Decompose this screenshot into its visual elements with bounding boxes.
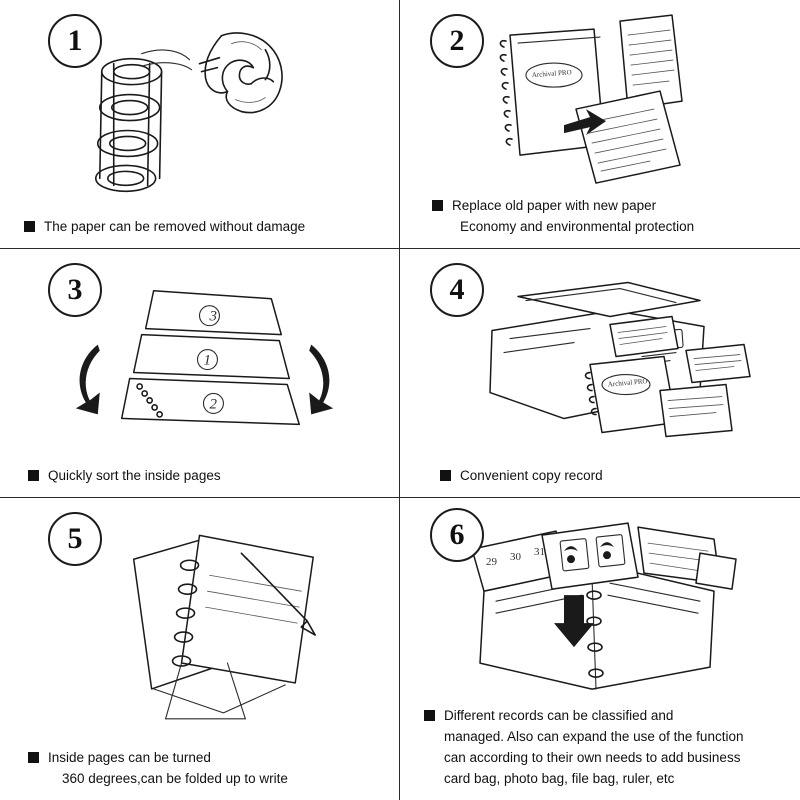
caption-line: 360 degrees,can be folded up to write: [62, 771, 288, 787]
page-mark-3: 3: [209, 308, 217, 325]
caption-5: [14, 748, 385, 794]
square-bullet-icon: [28, 470, 39, 481]
step-number-badge-2: 2: [430, 14, 484, 68]
step-card-4: [400, 249, 800, 498]
page-mark-2: 2: [209, 396, 217, 413]
square-bullet-icon: [424, 710, 435, 721]
page-mark-29: 29: [486, 556, 497, 569]
step-card-2: [400, 0, 800, 249]
caption-line: Economy and environmental protection: [460, 219, 695, 235]
page-mark-31: 31: [534, 546, 545, 559]
caption-line: Convenient copy record: [460, 468, 603, 484]
square-bullet-icon: [440, 470, 451, 481]
step-number-badge-4: 4: [430, 263, 484, 317]
caption-line: The paper can be removed without damage: [44, 219, 306, 235]
caption-4: [414, 466, 786, 491]
caption-line: Different records can be classified and: [444, 708, 674, 724]
step-card-6: [400, 498, 800, 800]
step-card-3: [0, 249, 400, 498]
square-bullet-icon: [28, 752, 39, 763]
cover-label-text: Archival PRO: [607, 377, 648, 389]
rotate-arrow-right: [309, 345, 333, 415]
step-number-badge-6: 6: [430, 508, 484, 562]
step-card-5: [0, 498, 400, 800]
cover-label-text: Archival PRO: [531, 68, 572, 80]
step-number-badge-5: 5: [48, 512, 102, 566]
caption-line: can according to their own needs to add business: [444, 750, 741, 766]
square-bullet-icon: [432, 200, 443, 211]
caption-line: card bag, photo bag, file bag, ruler, etc: [444, 771, 675, 787]
step-number-badge-1: 1: [48, 14, 102, 68]
step-card-1: [0, 0, 400, 249]
caption-1: [14, 217, 385, 242]
caption-line: Quickly sort the inside pages: [48, 468, 221, 484]
step-number-badge-3: 3: [48, 263, 102, 317]
caption-6: [414, 706, 786, 794]
rotate-arrow-left: [76, 345, 100, 415]
page-mark-30: 30: [510, 551, 521, 564]
caption-line: Replace old paper with new paper: [452, 198, 657, 214]
caption-line: managed. Also can expand the use of the function: [444, 729, 744, 745]
page-mark-1: 1: [203, 352, 211, 369]
caption-line: Inside pages can be turned: [48, 750, 211, 766]
caption-2: [414, 196, 786, 242]
caption-3: [14, 466, 385, 491]
square-bullet-icon: [24, 221, 35, 232]
